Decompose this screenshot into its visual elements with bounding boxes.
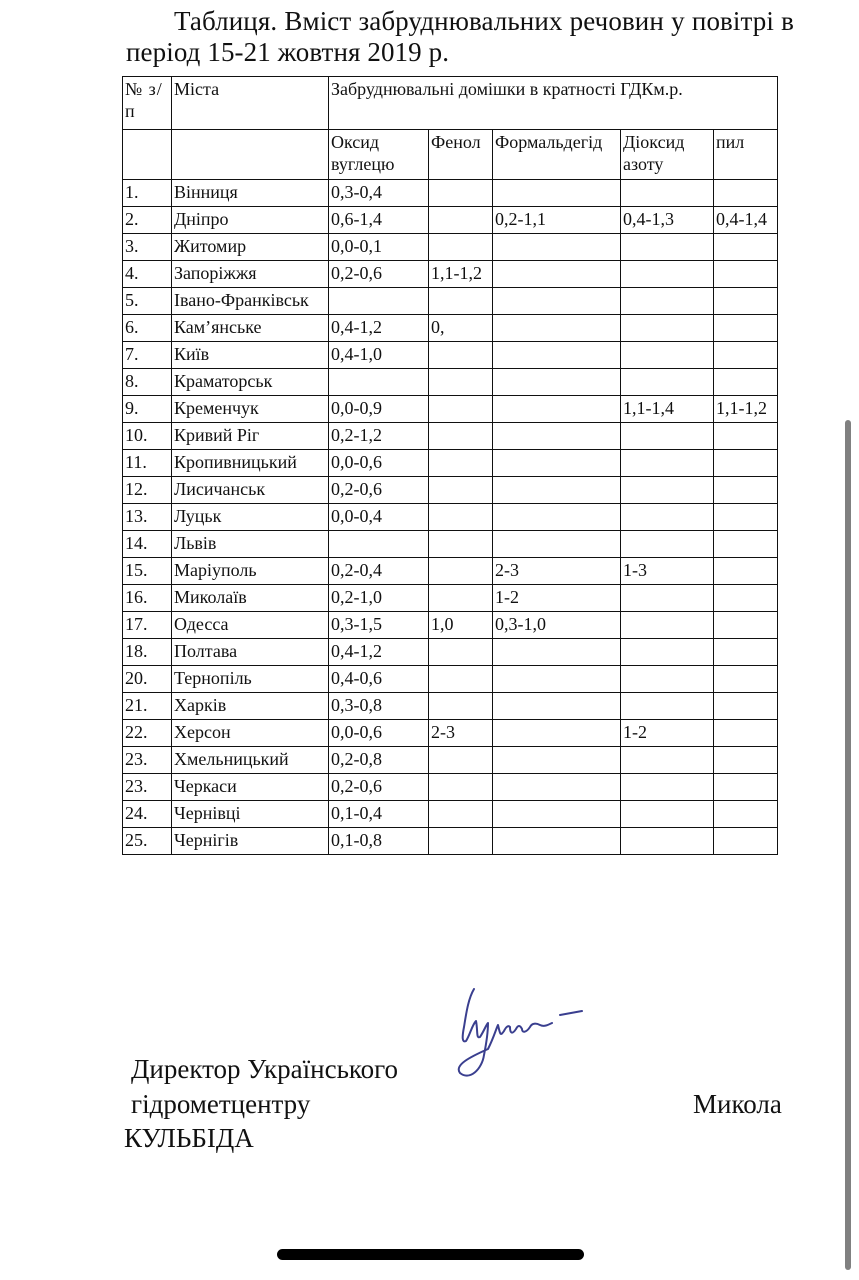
cell-carbon-oxide: 0,0-0,6	[329, 450, 429, 477]
cell-city: Запоріжжя	[172, 261, 329, 288]
cell-dust	[714, 531, 778, 558]
cell-dust	[714, 801, 778, 828]
table-row	[123, 180, 778, 207]
subheader-carbon-oxide: Оксид вуглецю	[329, 130, 429, 180]
cell-phenol	[429, 558, 493, 585]
table-row	[123, 288, 778, 315]
cell-number: 18.	[123, 639, 172, 666]
handwritten-signature	[440, 985, 600, 1085]
table-row	[123, 477, 778, 504]
cell-nitrogen-dioxide	[621, 234, 714, 261]
cell-carbon-oxide: 0,2-0,4	[329, 558, 429, 585]
cell-nitrogen-dioxide	[621, 585, 714, 612]
cell-number: 5.	[123, 288, 172, 315]
cell-number: 2.	[123, 207, 172, 234]
document-title: Таблиця. Вміст забруднювальних речовин у повітрі в період 15-21 жовтня 2019 р.	[126, 6, 794, 67]
cell-number: 12.	[123, 477, 172, 504]
cell-formaldehyde	[493, 342, 621, 369]
cell-city: Миколаїв	[172, 585, 329, 612]
cell-carbon-oxide: 0,6-1,4	[329, 207, 429, 234]
cell-city: Івано-Франківськ	[172, 288, 329, 315]
cell-formaldehyde	[493, 531, 621, 558]
cell-formaldehyde	[493, 288, 621, 315]
cell-city: Хмельницький	[172, 747, 329, 774]
cell-nitrogen-dioxide: 1-3	[621, 558, 714, 585]
cell-carbon-oxide: 0,3-0,4	[329, 180, 429, 207]
cell-city: Краматорськ	[172, 369, 329, 396]
cell-dust	[714, 720, 778, 747]
cell-carbon-oxide: 0,4-1,2	[329, 639, 429, 666]
cell-formaldehyde: 0,3-1,0	[493, 612, 621, 639]
table-row	[123, 558, 778, 585]
cell-number: 17.	[123, 612, 172, 639]
cell-carbon-oxide: 0,1-0,8	[329, 828, 429, 855]
table-row	[123, 747, 778, 774]
cell-carbon-oxide: 0,0-0,9	[329, 396, 429, 423]
cell-city: Чернігів	[172, 828, 329, 855]
cell-number: 9.	[123, 396, 172, 423]
cell-phenol	[429, 369, 493, 396]
cell-phenol	[429, 477, 493, 504]
cell-formaldehyde	[493, 450, 621, 477]
table-row	[123, 720, 778, 747]
cell-city: Лисичанськ	[172, 477, 329, 504]
cell-carbon-oxide: 0,2-0,6	[329, 261, 429, 288]
cell-dust	[714, 612, 778, 639]
cell-formaldehyde	[493, 828, 621, 855]
cell-carbon-oxide: 0,0-0,1	[329, 234, 429, 261]
cell-number: 20.	[123, 666, 172, 693]
signer-position-line1: Директор Українського	[131, 1054, 399, 1084]
cell-city: Дніпро	[172, 207, 329, 234]
cell-dust	[714, 315, 778, 342]
subheader-empty-number	[123, 130, 172, 180]
cell-city: Чернівці	[172, 801, 329, 828]
cell-number: 10.	[123, 423, 172, 450]
cell-nitrogen-dioxide	[621, 828, 714, 855]
cell-city: Житомир	[172, 234, 329, 261]
cell-number: 3.	[123, 234, 172, 261]
table-row	[123, 774, 778, 801]
cell-formaldehyde	[493, 477, 621, 504]
table-row	[123, 342, 778, 369]
cell-number: 1.	[123, 180, 172, 207]
cell-nitrogen-dioxide	[621, 774, 714, 801]
table-row	[123, 828, 778, 855]
cell-nitrogen-dioxide	[621, 504, 714, 531]
cell-dust	[714, 450, 778, 477]
cell-dust	[714, 747, 778, 774]
cell-phenol	[429, 342, 493, 369]
cell-city: Харків	[172, 693, 329, 720]
cell-city: Черкаси	[172, 774, 329, 801]
table-row	[123, 261, 778, 288]
cell-phenol	[429, 639, 493, 666]
cell-city: Київ	[172, 342, 329, 369]
cell-nitrogen-dioxide	[621, 261, 714, 288]
cell-dust	[714, 558, 778, 585]
cell-dust	[714, 288, 778, 315]
cell-phenol: 0,	[429, 315, 493, 342]
cell-nitrogen-dioxide	[621, 342, 714, 369]
cell-carbon-oxide: 0,0-0,6	[329, 720, 429, 747]
cell-dust	[714, 261, 778, 288]
cell-phenol	[429, 396, 493, 423]
cell-dust	[714, 693, 778, 720]
cell-number: 25.	[123, 828, 172, 855]
cell-carbon-oxide: 0,2-1,2	[329, 423, 429, 450]
cell-number: 7.	[123, 342, 172, 369]
table-row	[123, 612, 778, 639]
cell-dust: 1,1-1,2	[714, 396, 778, 423]
cell-formaldehyde	[493, 801, 621, 828]
cell-city: Полтава	[172, 639, 329, 666]
cell-formaldehyde	[493, 504, 621, 531]
cell-nitrogen-dioxide	[621, 315, 714, 342]
subheader-nitrogen-dioxide: Діоксид азоту	[621, 130, 714, 180]
cell-number: 21.	[123, 693, 172, 720]
table-row	[123, 315, 778, 342]
cell-formaldehyde	[493, 423, 621, 450]
cell-dust	[714, 666, 778, 693]
cell-city: Кременчук	[172, 396, 329, 423]
cell-carbon-oxide: 0,4-1,0	[329, 342, 429, 369]
cell-city: Маріуполь	[172, 558, 329, 585]
cell-phenol: 1,1-1,2	[429, 261, 493, 288]
cell-carbon-oxide: 0,4-1,2	[329, 315, 429, 342]
cell-city: Львів	[172, 531, 329, 558]
cell-carbon-oxide	[329, 288, 429, 315]
cell-city: Кам’янське	[172, 315, 329, 342]
cell-city: Луцьк	[172, 504, 329, 531]
cell-city: Тернопіль	[172, 666, 329, 693]
cell-carbon-oxide: 0,0-0,4	[329, 504, 429, 531]
cell-carbon-oxide: 0,4-0,6	[329, 666, 429, 693]
cell-phenol	[429, 666, 493, 693]
cell-number: 4.	[123, 261, 172, 288]
cell-phenol	[429, 747, 493, 774]
cell-city: Одесса	[172, 612, 329, 639]
cell-carbon-oxide: 0,2-0,6	[329, 774, 429, 801]
cell-nitrogen-dioxide	[621, 666, 714, 693]
cell-nitrogen-dioxide	[621, 801, 714, 828]
cell-phenol	[429, 207, 493, 234]
table-subheader-row	[123, 130, 778, 180]
cell-phenol	[429, 423, 493, 450]
cell-nitrogen-dioxide: 1-2	[621, 720, 714, 747]
cell-number: 16.	[123, 585, 172, 612]
cell-nitrogen-dioxide	[621, 693, 714, 720]
cell-dust: 0,4-1,4	[714, 207, 778, 234]
signer-surname: КУЛЬБІДА	[124, 1123, 254, 1153]
cell-carbon-oxide	[329, 369, 429, 396]
cell-phenol	[429, 288, 493, 315]
cell-phenol	[429, 828, 493, 855]
table-row	[123, 639, 778, 666]
cell-formaldehyde	[493, 693, 621, 720]
cell-formaldehyde	[493, 261, 621, 288]
cell-nitrogen-dioxide	[621, 639, 714, 666]
table-row	[123, 369, 778, 396]
cell-phenol	[429, 693, 493, 720]
cell-phenol	[429, 531, 493, 558]
header-pollutants: Забруднювальні домішки в кратності ГДКм.р.	[329, 77, 778, 130]
table-header-row	[123, 77, 778, 130]
cell-city: Херсон	[172, 720, 329, 747]
cell-nitrogen-dioxide	[621, 369, 714, 396]
table-row	[123, 585, 778, 612]
cell-dust	[714, 477, 778, 504]
cell-number: 15.	[123, 558, 172, 585]
cell-number: 23.	[123, 774, 172, 801]
cell-formaldehyde	[493, 774, 621, 801]
cell-carbon-oxide: 0,2-0,8	[329, 747, 429, 774]
cell-carbon-oxide: 0,2-1,0	[329, 585, 429, 612]
cell-city: Кропивницький	[172, 450, 329, 477]
cell-formaldehyde	[493, 639, 621, 666]
cell-number: 14.	[123, 531, 172, 558]
signer-position-line2: гідрометцентру	[131, 1089, 311, 1119]
cell-dust	[714, 342, 778, 369]
cell-formaldehyde	[493, 747, 621, 774]
table-row	[123, 531, 778, 558]
cell-city: Вінниця	[172, 180, 329, 207]
cell-number: 24.	[123, 801, 172, 828]
signer-first-name: Микола	[693, 1089, 782, 1119]
cell-dust	[714, 585, 778, 612]
cell-nitrogen-dioxide: 1,1-1,4	[621, 396, 714, 423]
table-row	[123, 234, 778, 261]
cell-formaldehyde	[493, 720, 621, 747]
cell-nitrogen-dioxide	[621, 477, 714, 504]
cell-dust	[714, 774, 778, 801]
cell-nitrogen-dioxide	[621, 180, 714, 207]
cell-formaldehyde	[493, 315, 621, 342]
cell-phenol	[429, 504, 493, 531]
cell-formaldehyde: 1-2	[493, 585, 621, 612]
cell-formaldehyde	[493, 666, 621, 693]
table-row	[123, 207, 778, 234]
cell-formaldehyde	[493, 396, 621, 423]
table-row	[123, 693, 778, 720]
cell-dust	[714, 234, 778, 261]
cell-phenol	[429, 450, 493, 477]
cell-number: 22.	[123, 720, 172, 747]
cell-carbon-oxide: 0,3-1,5	[329, 612, 429, 639]
table-row	[123, 504, 778, 531]
home-indicator[interactable]	[277, 1249, 584, 1260]
cell-number: 8.	[123, 369, 172, 396]
cell-number: 11.	[123, 450, 172, 477]
cell-number: 23.	[123, 747, 172, 774]
cell-carbon-oxide	[329, 531, 429, 558]
subheader-phenol: Фенол	[429, 130, 493, 180]
cell-carbon-oxide: 0,1-0,4	[329, 801, 429, 828]
cell-formaldehyde	[493, 234, 621, 261]
subheader-empty-city	[172, 130, 329, 180]
cell-dust	[714, 423, 778, 450]
vertical-scrollbar[interactable]	[845, 420, 851, 1270]
cell-nitrogen-dioxide	[621, 423, 714, 450]
cell-phenol	[429, 585, 493, 612]
cell-number: 6.	[123, 315, 172, 342]
table-row	[123, 666, 778, 693]
cell-formaldehyde: 0,2-1,1	[493, 207, 621, 234]
table-row	[123, 396, 778, 423]
cell-formaldehyde	[493, 180, 621, 207]
cell-phenol: 1,0	[429, 612, 493, 639]
subheader-dust: пил	[714, 130, 778, 180]
cell-number: 13.	[123, 504, 172, 531]
cell-carbon-oxide: 0,3-0,8	[329, 693, 429, 720]
cell-formaldehyde: 2-3	[493, 558, 621, 585]
cell-phenol	[429, 180, 493, 207]
cell-phenol	[429, 234, 493, 261]
cell-nitrogen-dioxide	[621, 450, 714, 477]
table-row	[123, 801, 778, 828]
table-row	[123, 423, 778, 450]
cell-nitrogen-dioxide	[621, 288, 714, 315]
pollution-table	[122, 76, 778, 855]
cell-dust	[714, 180, 778, 207]
cell-dust	[714, 369, 778, 396]
cell-city: Кривий Ріг	[172, 423, 329, 450]
cell-carbon-oxide: 0,2-0,6	[329, 477, 429, 504]
cell-dust	[714, 639, 778, 666]
table-row	[123, 450, 778, 477]
header-number: № з/п	[123, 77, 172, 130]
cell-nitrogen-dioxide	[621, 531, 714, 558]
cell-phenol: 2-3	[429, 720, 493, 747]
cell-nitrogen-dioxide	[621, 747, 714, 774]
cell-dust	[714, 828, 778, 855]
cell-phenol	[429, 774, 493, 801]
cell-nitrogen-dioxide: 0,4-1,3	[621, 207, 714, 234]
header-city: Міста	[172, 77, 329, 130]
cell-formaldehyde	[493, 369, 621, 396]
cell-phenol	[429, 801, 493, 828]
cell-nitrogen-dioxide	[621, 612, 714, 639]
cell-dust	[714, 504, 778, 531]
subheader-formaldehyde: Формальдегід	[493, 130, 621, 180]
